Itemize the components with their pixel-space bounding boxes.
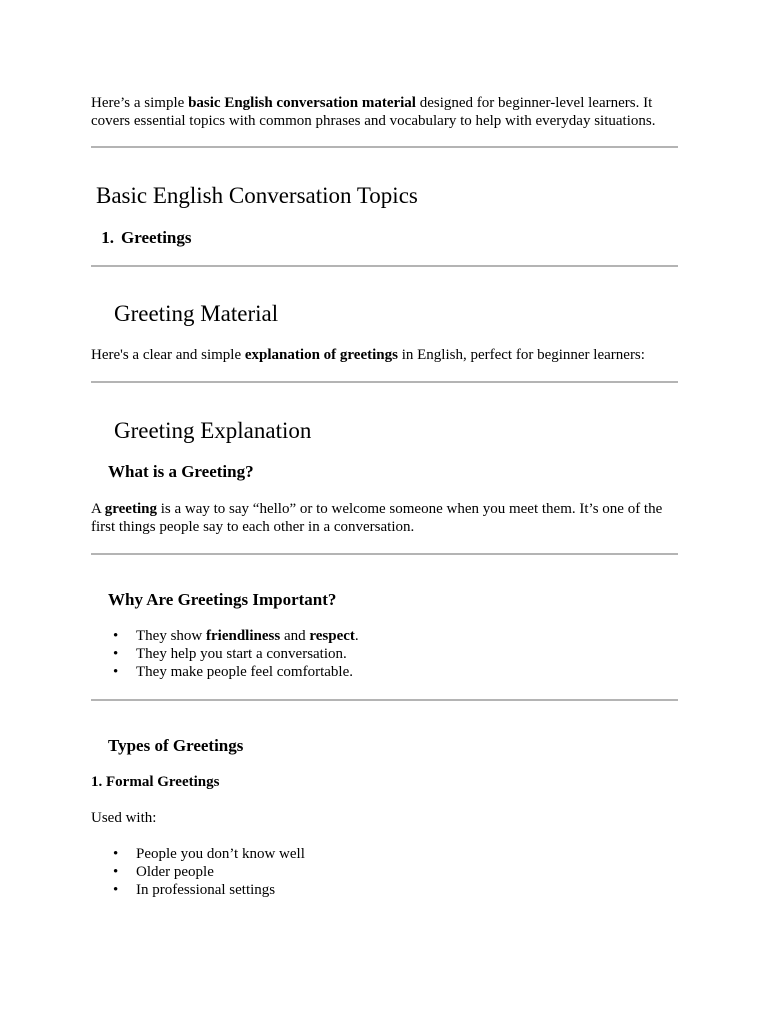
used-with-text: Used with: — [91, 810, 157, 826]
bullet-glyph: • — [113, 646, 119, 662]
greeting-material-paragraph — [91, 346, 678, 364]
importance-item-text: and — [280, 628, 310, 644]
bullet-glyph: • — [113, 628, 119, 644]
formal-usage-item — [91, 863, 305, 881]
importance-list — [91, 627, 359, 681]
importance-item-text: . — [354, 628, 359, 644]
importance-item-text: They help you start a conversation. — [136, 646, 347, 662]
bullet-glyph: • — [113, 846, 119, 862]
horizontal-rule — [91, 146, 678, 148]
intro-text-bold: basic English conversation material — [188, 95, 416, 111]
greeting-explanation-heading: Greeting Explanation — [114, 418, 312, 443]
what-is-greeting-heading: What is a Greeting? — [108, 462, 254, 481]
importance-list-item — [91, 663, 359, 681]
formal-usage-item — [91, 845, 305, 863]
greeting-material-text-after: in English, perfect for beginner learners: — [397, 347, 645, 363]
importance-item-bold: respect — [309, 628, 355, 644]
used-with-paragraph — [91, 809, 678, 827]
horizontal-rule — [91, 265, 678, 267]
topics-list — [91, 228, 192, 248]
importance-item-bold: friendliness — [206, 628, 281, 644]
formal-usage-item-text: People you don’t know well — [136, 846, 305, 862]
what-is-greeting-paragraph — [91, 500, 678, 536]
greeting-material-heading: Greeting Material — [114, 301, 279, 326]
horizontal-rule — [91, 553, 678, 555]
formal-usage-item-text: In professional settings — [136, 882, 276, 898]
bullet-glyph: • — [113, 864, 119, 880]
greeting-material-text-bold: explanation of greetings — [244, 347, 398, 363]
importance-item-text: They show — [136, 628, 206, 644]
what-text-bold: greeting — [104, 501, 157, 517]
importance-heading: Why Are Greetings Important? — [108, 590, 337, 609]
bullet-glyph: • — [113, 882, 119, 898]
topics-list-item — [91, 228, 192, 248]
horizontal-rule — [91, 381, 678, 383]
types-heading: Types of Greetings — [108, 736, 244, 755]
topics-item-number: 1. — [101, 228, 114, 247]
importance-list-item — [91, 627, 359, 645]
topics-item-label: Greetings — [121, 228, 192, 247]
intro-text-before: Here’s a simple — [91, 95, 189, 111]
formal-usage-list — [91, 845, 305, 899]
what-text-after: is a way to say “hello” or to welcome someone when you meet them. It’s one of the first things people say to each other in a conversation. — [91, 501, 663, 535]
intro-text-after: designed for beginner-level learners. It covers essential topics with common phrases and vocabulary to help with everyday situations. — [91, 95, 656, 129]
greeting-material-text-before: Here's a clear and simple — [91, 347, 245, 363]
formal-usage-item-text: Older people — [136, 864, 214, 880]
topics-heading: Basic English Conversation Topics — [96, 183, 418, 208]
bullet-glyph: • — [113, 664, 119, 680]
what-text-before: A — [91, 501, 105, 517]
importance-item-text: They make people feel comfortable. — [136, 664, 353, 680]
intro-paragraph — [91, 94, 678, 130]
importance-list-item — [91, 645, 359, 663]
horizontal-rule — [91, 699, 678, 701]
formal-greetings-heading: 1. Formal Greetings — [91, 774, 220, 790]
formal-usage-item — [91, 881, 305, 899]
